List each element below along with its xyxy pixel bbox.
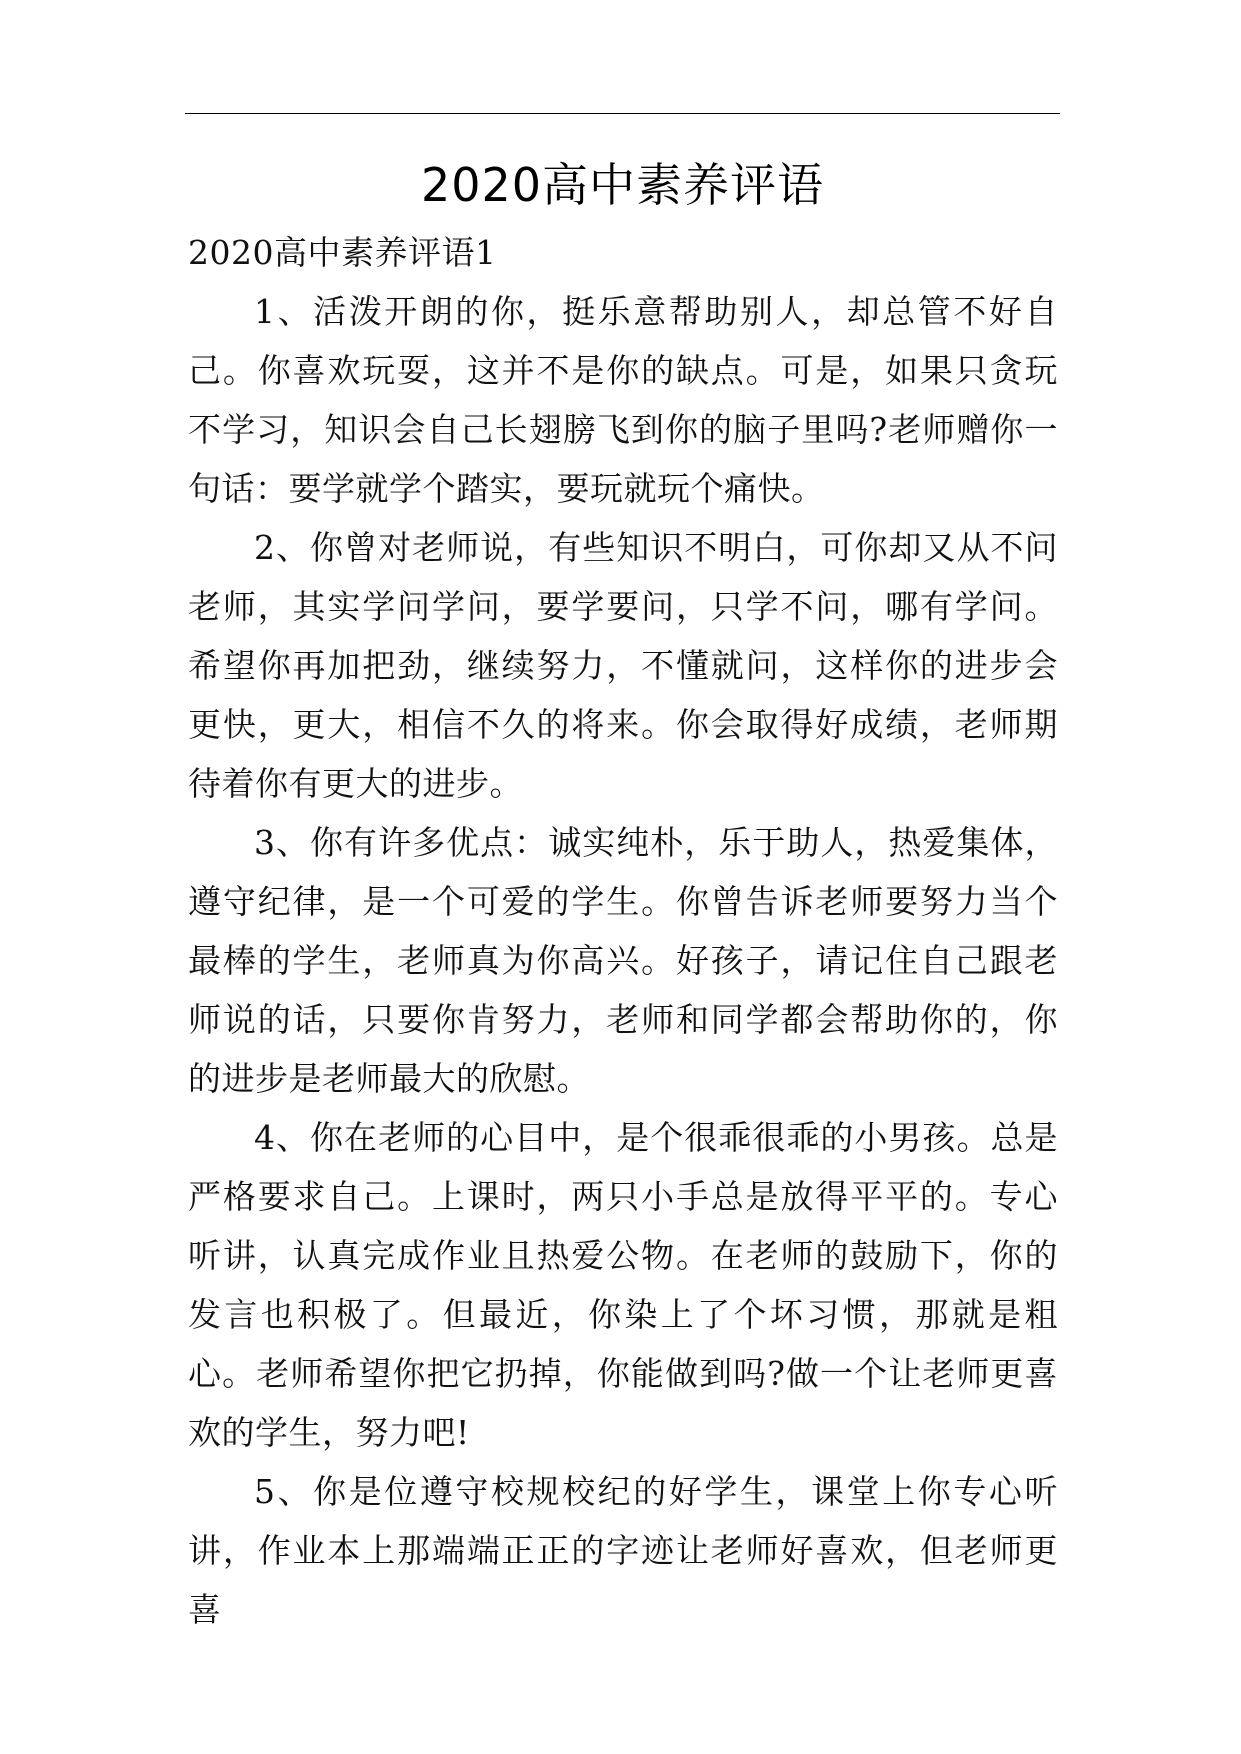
- paragraph-3: 3、你有许多优点：诚实纯朴，乐于助人，热爱集体，遵守纪律，是一个可爱的学生。你曾告诉老师要努力当个最棒的学生，老师真为你高兴。好孩子，请记住自己跟老师说的话，只要你肯努力，老师和同学都会帮助你的，你的进步是老师最大的欣慰。: [188, 823, 1058, 1098]
- document-body: [188, 223, 1058, 1639]
- document-title: 2020高中素养评语: [420, 158, 825, 212]
- paragraph-4: 4、你在老师的心目中，是个很乖很乖的小男孩。总是严格要求自己。上课时，两只小手总是放得平平的。专心听讲，认真完成作业且热爱公物。在老师的鼓励下，你的发言也积极了。但最近，你染上了个坏习惯，那就是粗心。老师希望你把它扔掉，你能做到吗?做一个让老师更喜欢的学生，努力吧!: [188, 1118, 1058, 1452]
- header-rule: [185, 113, 1060, 114]
- paragraph-1: 1、活泼开朗的你，挺乐意帮助别人，却总管不好自己。你喜欢玩耍，这并不是你的缺点。可是，如果只贪玩不学习，知识会自己长翅膀飞到你的脑子里吗?老师赠你一句话：要学就学个踏实，要玩就玩个痛快。: [188, 292, 1058, 508]
- paragraph-5: 5、你是位遵守校规校纪的好学生，课堂上你专心听讲，作业本上那端端正正的字迹让老师好喜欢，但老师更喜: [188, 1472, 1058, 1629]
- section-heading: 2020高中素养评语1: [188, 233, 497, 272]
- paragraph-2: 2、你曾对老师说，有些知识不明白，可你却又从不问老师，其实学问学问，要学要问，只学不问，哪有学问。希望你再加把劲，继续努力，不懂就问，这样你的进步会更快，更大，相信不久的将来。你会取得好成绩，老师期待着你有更大的进步。: [188, 528, 1058, 803]
